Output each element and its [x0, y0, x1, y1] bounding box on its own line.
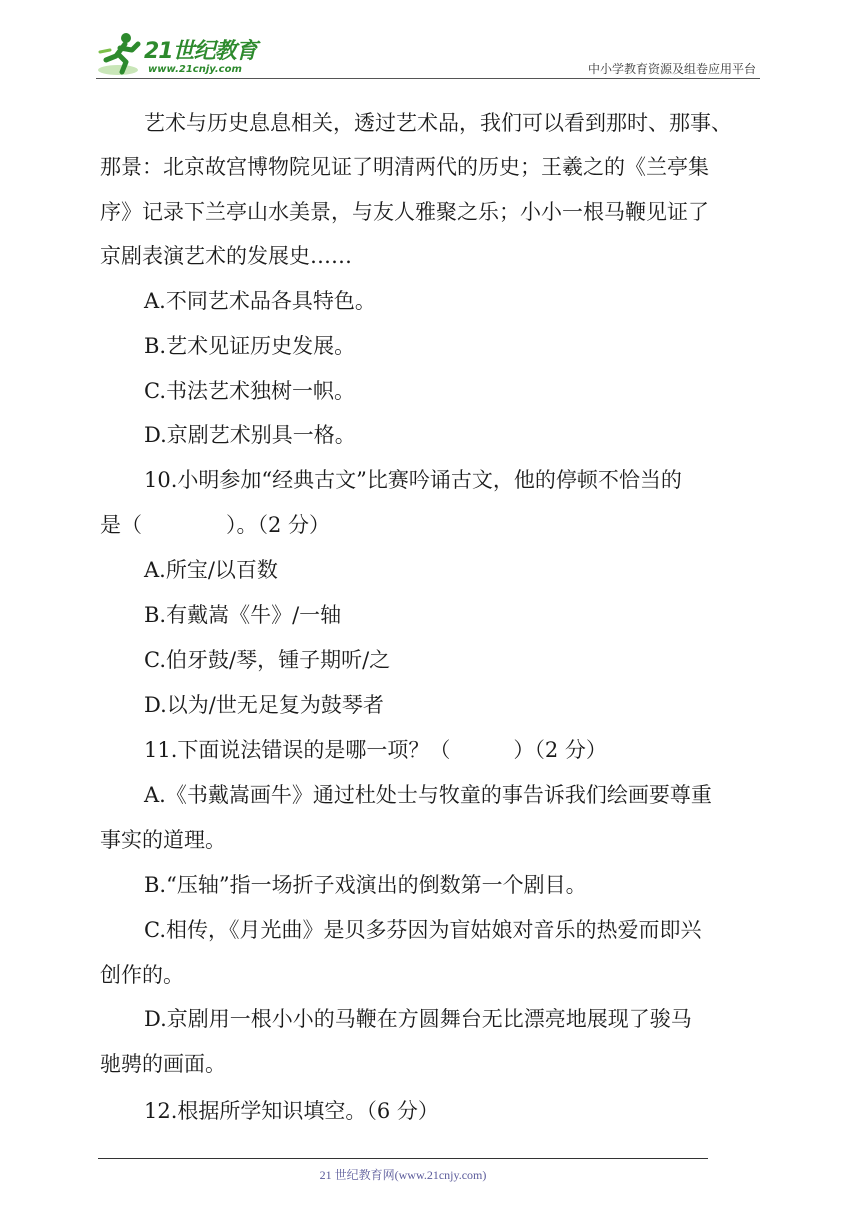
footer-text: 21 世纪教育网(www.21cnjy.com): [319, 1168, 487, 1182]
option-line: D.以为/世无足复为鼓琴者: [144, 693, 384, 717]
paragraph-line: 序》记录下兰亭山水美景，与友人雅聚之乐；小小一根马鞭见证了: [100, 200, 709, 224]
footer-divider: [98, 1158, 708, 1159]
page-header: [0, 0, 860, 90]
paragraph-line: 京剧表演艺术的发展史……: [100, 244, 352, 268]
paragraph-line: 那景：北京故宫博物院见证了明清两代的历史；王羲之的《兰亭集: [100, 155, 709, 179]
option-line: A.不同艺术品各具特色。: [144, 289, 376, 313]
logo-url: www.21cnjy.com: [148, 64, 242, 75]
option-line: 创作的。: [100, 963, 184, 987]
header-divider: [96, 78, 760, 79]
question-line: 11.下面说法错误的是哪一项？（ ）（2 分）: [144, 738, 607, 762]
option-line: A.所宝/以百数: [144, 558, 278, 582]
option-line: 驰骋的画面。: [100, 1052, 226, 1076]
question-line: 10.小明参加“经典古文”比赛吟诵古文，他的停顿不恰当的: [144, 468, 682, 492]
logo-text: 21世纪教育: [144, 39, 257, 64]
option-line: 事实的道理。: [100, 828, 226, 852]
question-line: 是（ ）。（2 分）: [100, 513, 331, 537]
option-line: B.艺术见证历史发展。: [144, 334, 356, 358]
option-line: B.有戴嵩《牛》/一轴: [144, 603, 342, 627]
option-line: D.京剧用一根小小的马鞭在方圆舞台无比漂亮地展现了骏马: [144, 1007, 692, 1031]
question-line: 12.根据所学知识填空。（6 分）: [144, 1099, 439, 1123]
option-line: B.“压轴”指一场折子戏演出的倒数第一个剧目。: [144, 873, 587, 897]
option-line: C.书法艺术独树一帜。: [144, 379, 355, 403]
option-line: C.相传，《月光曲》是贝多芬因为盲姑娘对音乐的热爱而即兴: [144, 918, 702, 942]
option-line: D.京剧艺术别具一格。: [144, 423, 356, 447]
option-line: C.伯牙鼓/琴，锺子期听/之: [144, 648, 391, 672]
header-slogan: 中小学教育资源及组卷应用平台: [587, 62, 756, 76]
runner-logo-icon: [96, 30, 148, 78]
option-line: A.《书戴嵩画牛》通过杜处士与牧童的事告诉我们绘画要尊重: [144, 783, 712, 807]
paragraph-line: 艺术与历史息息相关，透过艺术品，我们可以看到那时、那事、: [144, 111, 732, 135]
site-logo: [96, 30, 266, 80]
